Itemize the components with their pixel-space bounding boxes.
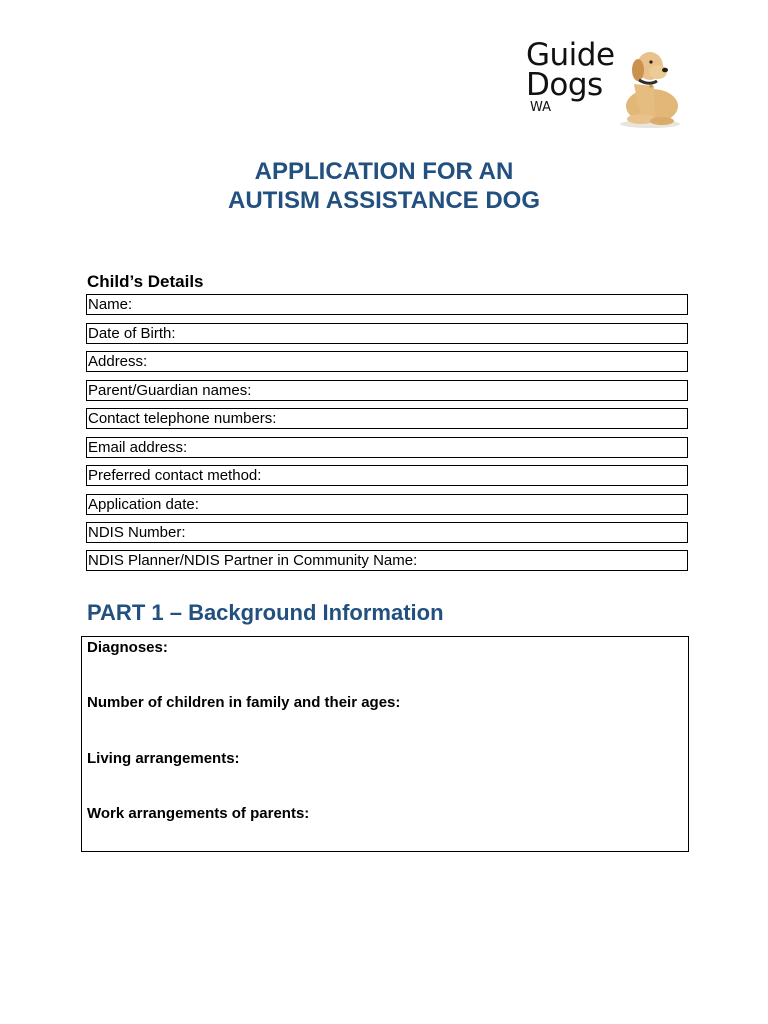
ndis-planner-name-field[interactable]: [86, 550, 688, 571]
children-in-family-label: Number of children in family and their ages:: [87, 694, 401, 711]
background-information-box[interactable]: [81, 636, 689, 852]
application-date-field[interactable]: [86, 494, 688, 515]
childs-details-heading: Child’s Details: [87, 272, 204, 291]
preferred-contact-method-field-label: Preferred contact method:: [88, 467, 262, 484]
parent-guardian-names-field[interactable]: [86, 380, 688, 401]
address-field-label: Address:: [88, 353, 148, 370]
ndis-number-field-label: NDIS Number:: [88, 524, 186, 541]
logo-word-wa: WA: [530, 100, 552, 115]
labrador-dog-icon: [594, 44, 684, 130]
name-field[interactable]: [86, 294, 688, 315]
email-address-field[interactable]: [86, 437, 688, 458]
ndis-number-field[interactable]: [86, 522, 688, 543]
ndis-planner-name-field-label: NDIS Planner/NDIS Partner in Community Name:: [88, 552, 418, 569]
contact-telephone-field-label: Contact telephone numbers:: [88, 410, 277, 427]
name-field-label: Name:: [88, 296, 133, 313]
form-title: [0, 157, 768, 215]
form-title-line-2: AUTISM ASSISTANCE DOG: [227, 187, 540, 214]
form-title-line-1: APPLICATION FOR AN: [254, 158, 514, 185]
contact-telephone-field[interactable]: [86, 408, 688, 429]
application-date-field-label: Application date:: [88, 496, 199, 513]
email-address-field-label: Email address:: [88, 439, 188, 456]
parent-guardian-names-field-label: Parent/Guardian names:: [88, 382, 252, 399]
living-arrangements-label: Living arrangements:: [87, 750, 240, 767]
date-of-birth-field-label: Date of Birth:: [88, 325, 176, 342]
logo-word-guide: Guide: [526, 37, 615, 73]
guide-dogs-wa-logo: [526, 37, 686, 130]
part-1-heading: PART 1 – Background Information: [87, 600, 444, 625]
logo-word-dogs: Dogs: [526, 67, 603, 103]
date-of-birth-field[interactable]: [86, 323, 688, 344]
work-arrangements-label: Work arrangements of parents:: [87, 805, 310, 822]
preferred-contact-method-field[interactable]: [86, 465, 688, 486]
address-field[interactable]: [86, 351, 688, 372]
diagnoses-label: Diagnoses:: [87, 639, 168, 656]
